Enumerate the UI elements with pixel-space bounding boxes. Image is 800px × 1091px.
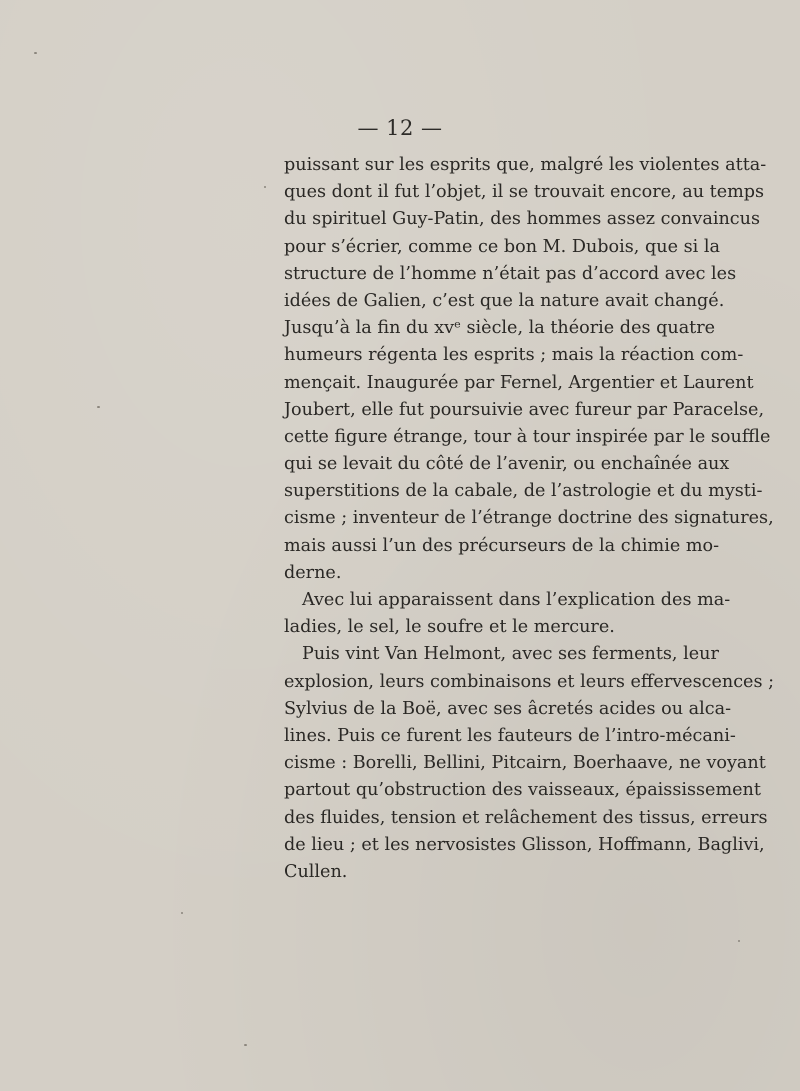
text-line: qui se levait du côté de l’avenir, ou enchaînée aux <box>284 454 730 475</box>
text-line: lines. Puis ce furent les fauteurs de l’intro-mécani- <box>284 725 736 746</box>
text-line: cisme ; inventeur de l’étrange doctrine des signatures, <box>284 508 774 529</box>
text-line: Jusqu’à la fin du xvᵉ siècle, la théorie des quatre <box>284 318 716 339</box>
text-line: ques dont il fut l’objet, il se trouvait encore, au temps <box>284 182 765 203</box>
text-line: du spirituel Guy-Patin, des hommes assez convaincus <box>284 209 761 230</box>
text-line: cisme : Borelli, Bellini, Pitcairn, Boerhaave, ne voyant <box>284 753 766 774</box>
paper-speck <box>34 52 37 54</box>
text-line: Cullen. <box>284 861 348 882</box>
text-line: mais aussi l’un des précurseurs de la chimie mo- <box>284 535 720 556</box>
paper-speck <box>97 406 100 408</box>
paper-speck <box>181 912 183 914</box>
text-line: Joubert, elle fut poursuivie avec fureur par Paracelse, <box>284 399 765 420</box>
page-number: — 12 — <box>357 116 443 140</box>
paper-speck <box>738 940 740 942</box>
text-line: superstitions de la cabale, de l’astrologie et du mysti- <box>284 481 763 502</box>
text-line: Puis vint Van Helmont, avec ses ferments, leur <box>302 644 719 665</box>
text-line: Avec lui apparaissent dans l’explication des ma- <box>302 590 731 610</box>
text-line: des fluides, tension et relâchement des tissus, erreurs <box>284 807 768 828</box>
paragraph-3 <box>284 641 775 886</box>
text-line: idées de Galien, c’est que la nature avait changé. <box>284 290 725 311</box>
text-line: explosion, leurs combinaisons et leurs effervescences ; <box>284 671 775 692</box>
text-line: derne. <box>284 562 342 583</box>
text-line: ladies, le sel, le soufre et le mercure. <box>284 617 615 638</box>
text-line: mençait. Inaugurée par Fernel, Argentier et Laurent <box>284 372 754 393</box>
paragraph-2 <box>284 587 731 641</box>
text-line: Sylvius de la Boë, avec ses âcretés acides ou alca- <box>284 698 732 719</box>
text-line: structure de l’homme n’était pas d’accord avec les <box>284 263 737 284</box>
text-line: puissant sur les esprits que, malgré les violentes atta- <box>284 155 767 175</box>
text-line: partout qu’obstruction des vaisseaux, épaississement <box>284 780 761 801</box>
paper-speck <box>244 1044 247 1046</box>
text-line: de lieu ; et les nervosistes Glisson, Hoffmann, Baglivi, <box>284 834 765 855</box>
text-line: pour s’écrier, comme ce bon M. Dubois, que si la <box>284 236 720 257</box>
body-text <box>284 152 775 886</box>
paragraph-1 <box>284 152 774 587</box>
paper-speck <box>264 186 266 188</box>
text-line: cette figure étrange, tour à tour inspirée par le souffle <box>284 426 771 447</box>
text-line: humeurs régenta les esprits ; mais la réaction com- <box>284 345 744 366</box>
